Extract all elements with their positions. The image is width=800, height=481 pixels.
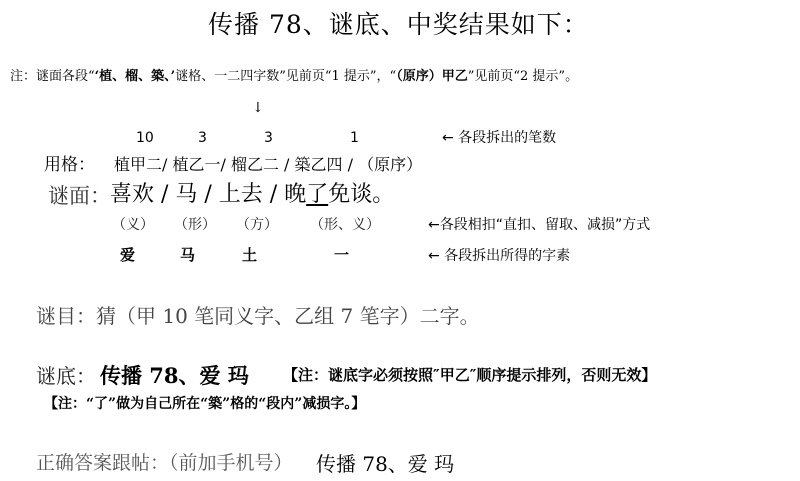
- reply-label: 正确答案跟帖：（前加手机号）: [36, 452, 293, 474]
- riddle-part-2: 免谈。: [328, 182, 395, 207]
- method-label: （形）: [174, 217, 216, 233]
- stroke-count: 1: [350, 130, 359, 146]
- stroke-count: 3: [264, 130, 273, 146]
- answer-value: 传播 78、爱 玛: [100, 363, 249, 388]
- stroke-note: ← 各段拆出的笔数: [442, 130, 557, 146]
- secondary-note: 【注：“了”做为自己所在“築”格的“段内”减损字。】: [44, 396, 366, 412]
- top-note-quoted: ‘植、榴、築、’: [94, 69, 176, 84]
- method-label: （形、义）: [310, 217, 380, 233]
- riddle-underlined: 了: [306, 182, 329, 207]
- method-label: （义）: [112, 217, 154, 233]
- method-label: （方）: [236, 217, 278, 233]
- element-char: 爱: [120, 246, 136, 264]
- riddle-text: [110, 184, 394, 206]
- riddle-label: 谜面：: [48, 184, 111, 208]
- element-char: 一: [334, 246, 350, 264]
- top-note-prefix: 注：谜面各段“: [10, 69, 95, 84]
- answer-note: 【注：谜底字必须按照″甲乙″顺序提示排列，否则无效】: [283, 366, 657, 384]
- method-note: ←各段相扣“直扣、留取、减损”方式: [428, 217, 651, 233]
- page-title: 传播 78、谜底、中奖结果如下：: [208, 10, 589, 39]
- riddle-category: 谜目：猜（甲 10 笔同义字、乙组 7 笔字）二字。: [36, 304, 480, 328]
- element-note: ← 各段拆出所得的字素: [428, 248, 571, 264]
- top-note-middle: 谜格、一二四字数”见前页“1 提示”，“: [175, 69, 397, 84]
- riddle-part-1: 喜欢 / 马 / 上去 / 晚: [110, 182, 307, 207]
- down-arrow-icon: ↓: [252, 100, 264, 116]
- reply-value: 传播 78、爱 玛: [316, 452, 455, 476]
- top-note-bold: （原序）甲乙: [396, 69, 468, 84]
- usage-parts: 植甲二/ 植乙一/ 榴乙二 / 築乙四 / （原序）: [114, 155, 423, 174]
- top-note: [10, 70, 578, 83]
- answer-label: 谜底：: [36, 364, 96, 388]
- top-note-suffix: ”见前页“2 提示”。: [467, 69, 579, 84]
- stroke-count: 3: [198, 130, 207, 146]
- element-char: 马: [180, 246, 196, 264]
- usage-label: 用格：: [44, 155, 95, 175]
- element-char: 土: [242, 246, 258, 264]
- stroke-count: 10: [136, 130, 154, 146]
